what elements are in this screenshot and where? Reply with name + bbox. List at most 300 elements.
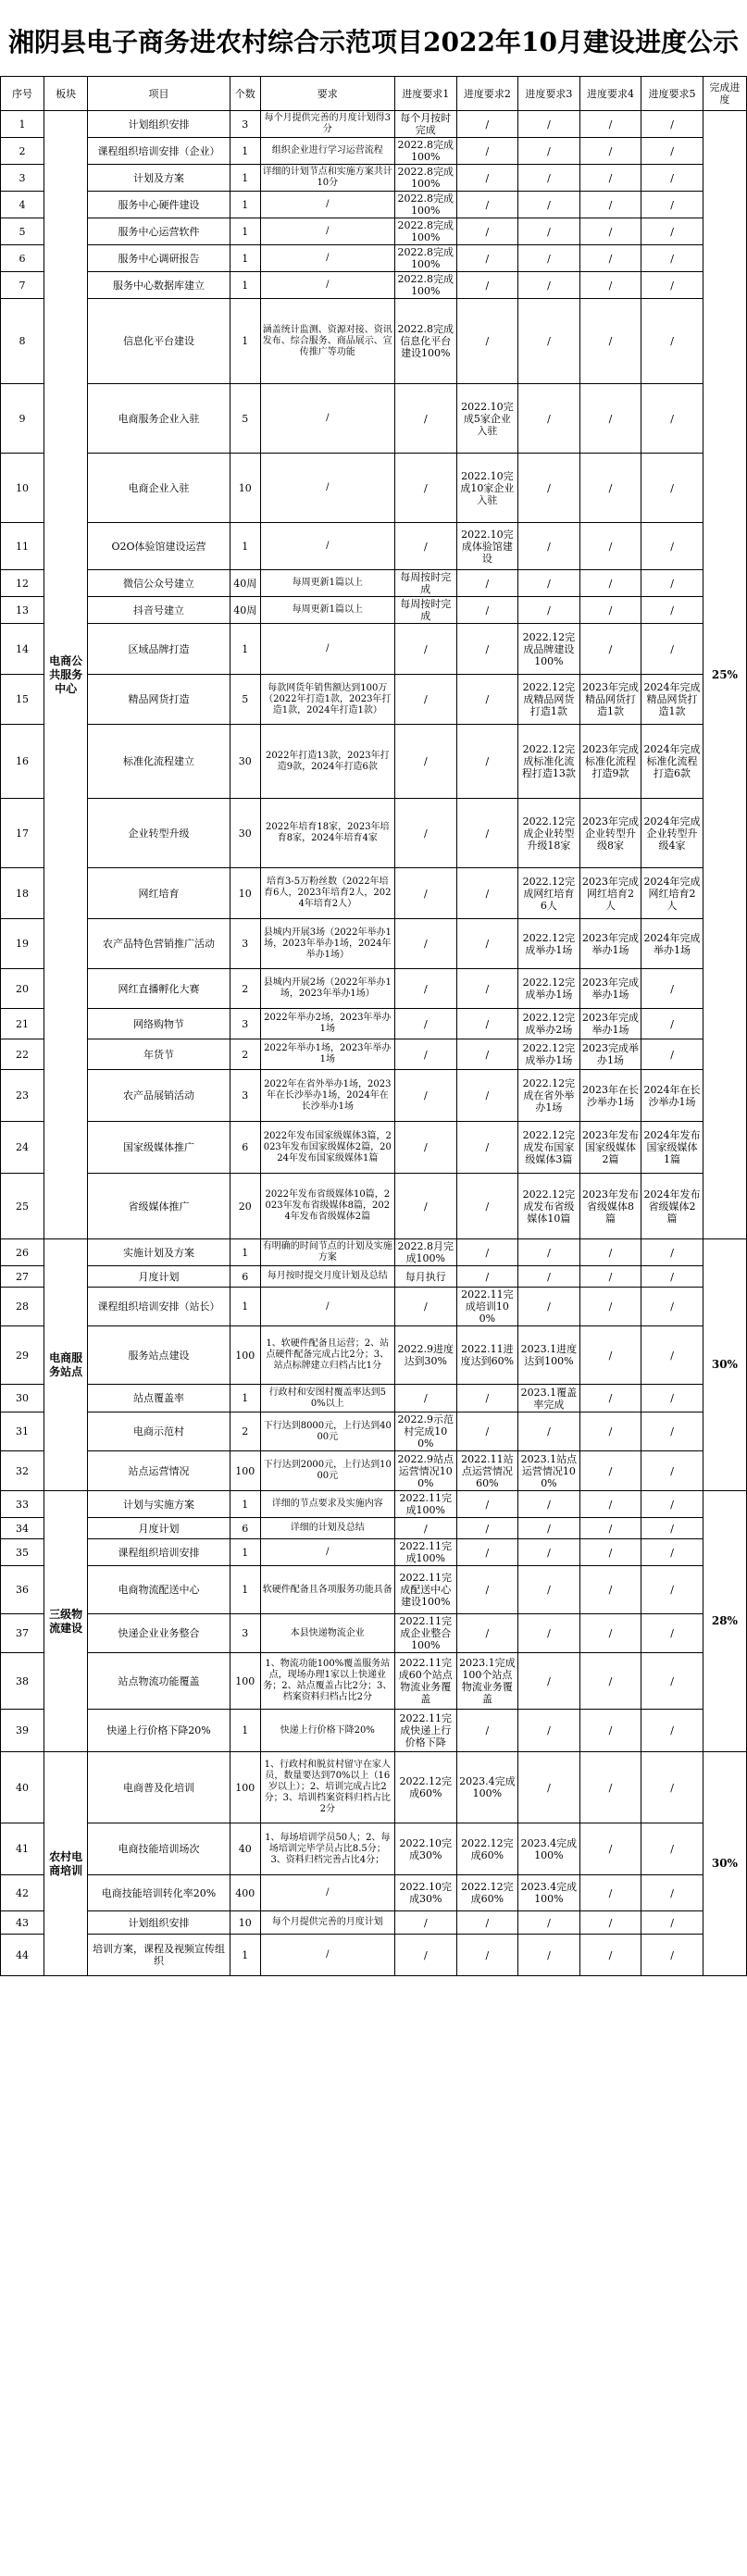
table-row: [1, 165, 747, 192]
progress-3: /: [518, 218, 580, 245]
table-body: [1, 111, 747, 1976]
progress-3: 2022.12完成网红培育6人: [518, 868, 580, 919]
progress-4: /: [579, 523, 641, 570]
requirement: 2022年发布国家级媒体3篇，2023年发布国家级媒体2篇，2024年发布国家级媒体1篇: [260, 1122, 394, 1174]
progress-2: /: [456, 597, 518, 624]
progress-1: /: [395, 799, 457, 868]
header-cell: 进度要求4: [579, 77, 641, 111]
progress-4: 2023年完成网红培育2人: [579, 868, 641, 919]
project-name: 服务中心运营软件: [88, 218, 230, 245]
progress-5: /: [641, 272, 703, 299]
count: 1: [230, 1385, 260, 1412]
count: 30: [230, 799, 260, 868]
progress-5: /: [641, 597, 703, 624]
header-cell: 进度要求2: [456, 77, 518, 111]
row-number: 32: [1, 1451, 44, 1491]
table-row: [1, 725, 747, 799]
row-number: 31: [1, 1412, 44, 1451]
row-number: 19: [1, 919, 44, 969]
table-row: [1, 1451, 747, 1491]
progress-4: 2023年发布国家级媒体2篇: [579, 1122, 641, 1174]
count: 2: [230, 1039, 260, 1070]
progress-1: /: [395, 969, 457, 1009]
progress-3: /: [518, 1288, 580, 1326]
table-row: [1, 523, 747, 570]
requirement: /: [260, 384, 394, 454]
count: 10: [230, 868, 260, 919]
progress-1: /: [395, 1385, 457, 1412]
requirement: 2022年在省外举办1场，2023年在长沙举办1场，2024年在长沙举办1场: [260, 1070, 394, 1122]
progress-4: 2023完成举办1场: [579, 1039, 641, 1070]
project-name: 服务中心调研报告: [88, 245, 230, 272]
progress-2: 2022.12完成60%: [456, 1823, 518, 1875]
count: 3: [230, 1009, 260, 1039]
count: 1: [230, 1935, 260, 1976]
progress-2: /: [456, 138, 518, 165]
count: 6: [230, 1266, 260, 1288]
progress-1: 2022.8月完成100%: [395, 1239, 457, 1266]
table-row: [1, 299, 747, 384]
progress-2: /: [456, 218, 518, 245]
project-name: 微信公众号建立: [88, 570, 230, 597]
progress-2: /: [456, 1009, 518, 1039]
count: 100: [230, 1326, 260, 1385]
header-cell: 进度要求3: [518, 77, 580, 111]
project-name: 农产品特色营销推广活动: [88, 919, 230, 969]
count: 100: [230, 1752, 260, 1823]
progress-3: 2022.12完成举办1场: [518, 1039, 580, 1070]
table-row: [1, 1911, 747, 1935]
progress-3: 2022.12完成在省外举办1场: [518, 1070, 580, 1122]
progress-5: /: [641, 218, 703, 245]
progress-2: 2022.11进度达到60%: [456, 1326, 518, 1385]
progress-5: /: [641, 1539, 703, 1566]
requirement: /: [260, 454, 394, 523]
requirement: 详细的节点要求及实施内容: [260, 1491, 394, 1518]
table-row: [1, 799, 747, 868]
progress-1: /: [395, 624, 457, 675]
requirement: /: [260, 245, 394, 272]
table-row: [1, 570, 747, 597]
progress-1: 2022.11完成60个站点物流业务覆盖: [395, 1653, 457, 1710]
progress-4: /: [579, 1752, 641, 1823]
project-name: 电商物流配送中心: [88, 1566, 230, 1614]
progress-4: /: [579, 1326, 641, 1385]
project-name: 计划组织安排: [88, 1911, 230, 1935]
project-name: 实施计划及方案: [88, 1239, 230, 1266]
progress-1: 2022.11完成100%: [395, 1491, 457, 1518]
progress-5: /: [641, 1451, 703, 1491]
count: 40周: [230, 570, 260, 597]
header-cell: 完成进度: [703, 77, 746, 111]
progress-3: 2023.4完成100%: [518, 1875, 580, 1911]
progress-4: /: [579, 1539, 641, 1566]
progress-5: /: [641, 1566, 703, 1614]
requirement: 2022年培育18家，2023年培育8家，2024年培育4家: [260, 799, 394, 868]
progress-3: /: [518, 570, 580, 597]
progress-5: 2024年发布国家级媒体1篇: [641, 1122, 703, 1174]
count: 2: [230, 969, 260, 1009]
table-row: [1, 1875, 747, 1911]
progress-5: /: [641, 1266, 703, 1288]
progress-3: 2022.12完成举办2场: [518, 1009, 580, 1039]
progress-1: 2022.8完成100%: [395, 192, 457, 218]
progress-2: /: [456, 1518, 518, 1539]
count: 3: [230, 111, 260, 138]
table-row: [1, 1412, 747, 1451]
progress-4: /: [579, 597, 641, 624]
progress-4: /: [579, 245, 641, 272]
progress-1: 2022.8完成100%: [395, 272, 457, 299]
progress-1: /: [395, 1911, 457, 1935]
row-number: 39: [1, 1710, 44, 1752]
row-number: 4: [1, 192, 44, 218]
row-number: 10: [1, 454, 44, 523]
row-number: 1: [1, 111, 44, 138]
project-name: 计划与实施方案: [88, 1491, 230, 1518]
count: 1: [230, 1288, 260, 1326]
progress-2: /: [456, 1070, 518, 1122]
progress-2: /: [456, 675, 518, 725]
requirement: 每月按时提交月度计划及总结: [260, 1266, 394, 1288]
progress-2: 2022.11站点运营情况60%: [456, 1451, 518, 1491]
project-name: O2O体验馆建设运营: [88, 523, 230, 570]
row-number: 38: [1, 1653, 44, 1710]
progress-3: /: [518, 111, 580, 138]
progress-2: /: [456, 969, 518, 1009]
progress-1: /: [395, 1518, 457, 1539]
section-completion: 30%: [703, 1239, 746, 1491]
progress-3: /: [518, 523, 580, 570]
count: 40周: [230, 597, 260, 624]
progress-1: /: [395, 1288, 457, 1326]
table-row: [1, 1174, 747, 1239]
requirement: /: [260, 523, 394, 570]
requirement: 组织企业进行学习运营流程: [260, 138, 394, 165]
progress-4: 2023年完成举办1场: [579, 919, 641, 969]
project-name: 标准化流程建立: [88, 725, 230, 799]
requirement: 有明确的时间节点的计划及实施方案: [260, 1239, 394, 1266]
progress-4: /: [579, 1614, 641, 1653]
requirement: 每周更新1篇以上: [260, 597, 394, 624]
row-number: 44: [1, 1935, 44, 1976]
project-name: 省级媒体推广: [88, 1174, 230, 1239]
progress-4: /: [579, 1875, 641, 1911]
progress-5: /: [641, 1935, 703, 1976]
row-number: 16: [1, 725, 44, 799]
requirement: 涵盖统计监测、资源对接、资讯发布、综合服务、商品展示、宣传推广等功能: [260, 299, 394, 384]
progress-5: 2024年发布省级媒体2篇: [641, 1174, 703, 1239]
requirement: /: [260, 1288, 394, 1326]
progress-2: /: [456, 1122, 518, 1174]
project-name: 电商企业入驻: [88, 454, 230, 523]
requirement: /: [260, 218, 394, 245]
progress-4: /: [579, 624, 641, 675]
project-name: 抖音号建立: [88, 597, 230, 624]
progress-5: /: [641, 1875, 703, 1911]
table-row: [1, 454, 747, 523]
table-row: [1, 1518, 747, 1539]
progress-5: /: [641, 1288, 703, 1326]
requirement: 每个月提供完善的月度计划: [260, 1911, 394, 1935]
row-number: 21: [1, 1009, 44, 1039]
progress-4: /: [579, 1412, 641, 1451]
progress-5: /: [641, 969, 703, 1009]
progress-2: 2023.4完成100%: [456, 1752, 518, 1823]
table-row: [1, 1752, 747, 1823]
progress-5: /: [641, 1710, 703, 1752]
progress-1: 2022.10完成30%: [395, 1823, 457, 1875]
progress-1: /: [395, 384, 457, 454]
progress-3: /: [518, 1566, 580, 1614]
progress-5: /: [641, 624, 703, 675]
count: 1: [230, 1566, 260, 1614]
header-cell: 板块: [44, 77, 88, 111]
progress-3: 2022.12完成标准化流程打造13款: [518, 725, 580, 799]
project-name: 区域品牌打造: [88, 624, 230, 675]
row-number: 5: [1, 218, 44, 245]
progress-3: /: [518, 1539, 580, 1566]
count: 3: [230, 1614, 260, 1653]
progress-5: /: [641, 1326, 703, 1385]
progress-5: /: [641, 1009, 703, 1039]
progress-2: /: [456, 1412, 518, 1451]
section-completion: 25%: [703, 111, 746, 1239]
table-row: [1, 1009, 747, 1039]
progress-2: 2022.12完成60%: [456, 1875, 518, 1911]
count: 1: [230, 272, 260, 299]
project-name: 课程组织培训安排（站长）: [88, 1288, 230, 1326]
project-name: 电商示范村: [88, 1412, 230, 1451]
progress-5: /: [641, 1239, 703, 1266]
progress-3: 2023.1进度达到100%: [518, 1326, 580, 1385]
requirement: 每个月提供完善的月度计划得3分: [260, 111, 394, 138]
progress-1: /: [395, 1935, 457, 1976]
project-name: 电商技能培训场次: [88, 1823, 230, 1875]
progress-5: /: [641, 1911, 703, 1935]
progress-2: /: [456, 799, 518, 868]
progress-1: 2022.9示范村完成100%: [395, 1412, 457, 1451]
count: 20: [230, 1174, 260, 1239]
table-row: [1, 1491, 747, 1518]
progress-1: 每月执行: [395, 1266, 457, 1288]
table-row: [1, 245, 747, 272]
project-name: 计划及方案: [88, 165, 230, 192]
section-label: 农村电商培训: [44, 1752, 88, 1976]
count: 10: [230, 454, 260, 523]
progress-5: 2024年完成精品网货打造1款: [641, 675, 703, 725]
progress-4: /: [579, 192, 641, 218]
progress-1: /: [395, 919, 457, 969]
table-row: [1, 1653, 747, 1710]
page-title: 湘阴县电子商务进农村综合示范项目2022年10月建设进度公示: [8, 27, 739, 57]
project-name: 快递上行价格下降20%: [88, 1710, 230, 1752]
progress-1: /: [395, 675, 457, 725]
progress-5: /: [641, 1614, 703, 1653]
header-cell: 要求: [260, 77, 394, 111]
count: 1: [230, 218, 260, 245]
project-name: 电商普及化培训: [88, 1752, 230, 1823]
progress-1: 2022.10完成30%: [395, 1875, 457, 1911]
progress-4: /: [579, 111, 641, 138]
progress-5: 2024年完成标准化流程打造6款: [641, 725, 703, 799]
requirement: 县城内开展2场（2022年举办1场，2023年举办1场）: [260, 969, 394, 1009]
requirement: 软硬件配备且各项服务功能具备: [260, 1566, 394, 1614]
progress-3: 2022.12完成发布省级媒体10篇: [518, 1174, 580, 1239]
progress-3: /: [518, 138, 580, 165]
requirement: 每款网货年销售额达到100万（2022年打造1款，2023年打造1款，2024年打造1款）: [260, 675, 394, 725]
count: 100: [230, 1451, 260, 1491]
progress-5: /: [641, 523, 703, 570]
progress-3: /: [518, 1412, 580, 1451]
requirement: /: [260, 624, 394, 675]
table-row: [1, 1288, 747, 1326]
progress-2: /: [456, 1385, 518, 1412]
progress-2: /: [456, 868, 518, 919]
progress-3: /: [518, 1614, 580, 1653]
progress-2: /: [456, 245, 518, 272]
progress-5: /: [641, 192, 703, 218]
project-name: 网红培育: [88, 868, 230, 919]
row-number: 20: [1, 969, 44, 1009]
project-name: 网络购物节: [88, 1009, 230, 1039]
progress-2: /: [456, 1266, 518, 1288]
row-number: 24: [1, 1122, 44, 1174]
progress-1: 2022.8完成100%: [395, 245, 457, 272]
progress-3: /: [518, 245, 580, 272]
progress-1: 每个月按时完成: [395, 111, 457, 138]
progress-5: /: [641, 111, 703, 138]
progress-5: 2024年完成网红培育2人: [641, 868, 703, 919]
table-row: [1, 192, 747, 218]
progress-2: /: [456, 1491, 518, 1518]
project-name: 服务中心硬件建设: [88, 192, 230, 218]
project-name: 课程组织培训安排: [88, 1539, 230, 1566]
table-row: [1, 597, 747, 624]
project-name: 电商技能培训转化率20%: [88, 1875, 230, 1911]
progress-2: /: [456, 1174, 518, 1239]
table-row: [1, 1614, 747, 1653]
requirement: 1、软硬件配备且运营；2、站点硬件配备完成占比2分；3、站点标牌建立归档占比1分: [260, 1326, 394, 1385]
progress-1: /: [395, 1070, 457, 1122]
progress-2: /: [456, 725, 518, 799]
progress-3: /: [518, 1491, 580, 1518]
progress-4: /: [579, 165, 641, 192]
progress-1: 2022.12完成60%: [395, 1752, 457, 1823]
count: 1: [230, 165, 260, 192]
project-name: 电商服务企业入驻: [88, 384, 230, 454]
count: 30: [230, 725, 260, 799]
progress-5: /: [641, 299, 703, 384]
table-row: [1, 111, 747, 138]
count: 1: [230, 138, 260, 165]
progress-5: /: [641, 138, 703, 165]
count: 1: [230, 192, 260, 218]
row-number: 14: [1, 624, 44, 675]
count: 3: [230, 1070, 260, 1122]
row-number: 3: [1, 165, 44, 192]
table-row: [1, 272, 747, 299]
progress-2: /: [456, 111, 518, 138]
progress-5: /: [641, 1653, 703, 1710]
row-number: 25: [1, 1174, 44, 1239]
requirement: 1、物流功能100%覆盖服务站点，现场办理1家以上快递业务；2、站点覆盖占比2分；3、档案资料归档占比2分: [260, 1653, 394, 1710]
row-number: 12: [1, 570, 44, 597]
table-row: [1, 675, 747, 725]
progress-3: /: [518, 192, 580, 218]
progress-3: 2022.12完成发布国家级媒体3篇: [518, 1122, 580, 1174]
table-row: [1, 384, 747, 454]
requirement: 2022年打造13款，2023年打造9款，2024年打造6款: [260, 725, 394, 799]
progress-3: /: [518, 1239, 580, 1266]
progress-1: 每周按时完成: [395, 570, 457, 597]
progress-2: /: [456, 299, 518, 384]
table-row: [1, 1935, 747, 1976]
count: 10: [230, 1911, 260, 1935]
row-number: 17: [1, 799, 44, 868]
row-number: 35: [1, 1539, 44, 1566]
requirement: 快递上行价格下降20%: [260, 1710, 394, 1752]
progress-1: /: [395, 523, 457, 570]
table-row: [1, 1566, 747, 1614]
progress-2: /: [456, 1039, 518, 1070]
count: 100: [230, 1653, 260, 1710]
progress-2: /: [456, 1710, 518, 1752]
requirement: /: [260, 1935, 394, 1976]
progress-4: /: [579, 1266, 641, 1288]
progress-2: /: [456, 192, 518, 218]
progress-4: 2023年发布省级媒体8篇: [579, 1174, 641, 1239]
row-number: 29: [1, 1326, 44, 1385]
progress-3: /: [518, 1935, 580, 1976]
row-number: 36: [1, 1566, 44, 1614]
progress-2: 2022.11完成培训100%: [456, 1288, 518, 1326]
progress-4: 2023年完成企业转型升级8家: [579, 799, 641, 868]
row-number: 30: [1, 1385, 44, 1412]
count: 400: [230, 1875, 260, 1911]
count: 1: [230, 1239, 260, 1266]
table-row: [1, 1039, 747, 1070]
table-row: [1, 624, 747, 675]
row-number: 22: [1, 1039, 44, 1070]
project-name: 快递企业业务整合: [88, 1614, 230, 1653]
count: 2: [230, 1412, 260, 1451]
count: 40: [230, 1823, 260, 1875]
progress-3: /: [518, 1911, 580, 1935]
count: 1: [230, 1491, 260, 1518]
progress-3: /: [518, 299, 580, 384]
progress-4: /: [579, 1710, 641, 1752]
progress-table: [0, 76, 747, 1976]
progress-2: 2022.10完成5家企业入驻: [456, 384, 518, 454]
row-number: 40: [1, 1752, 44, 1823]
progress-3: 2022.12完成品牌建设100%: [518, 624, 580, 675]
count: 6: [230, 1518, 260, 1539]
project-name: 企业转型升级: [88, 799, 230, 868]
progress-4: /: [579, 1823, 641, 1875]
requirement: /: [260, 192, 394, 218]
table-row: [1, 1326, 747, 1385]
progress-3: /: [518, 1266, 580, 1288]
progress-3: /: [518, 165, 580, 192]
table-row: [1, 1385, 747, 1412]
progress-4: /: [579, 1518, 641, 1539]
progress-5: /: [641, 1385, 703, 1412]
progress-3: /: [518, 272, 580, 299]
progress-4: /: [579, 218, 641, 245]
requirement: /: [260, 1539, 394, 1566]
project-name: 精品网货打造: [88, 675, 230, 725]
